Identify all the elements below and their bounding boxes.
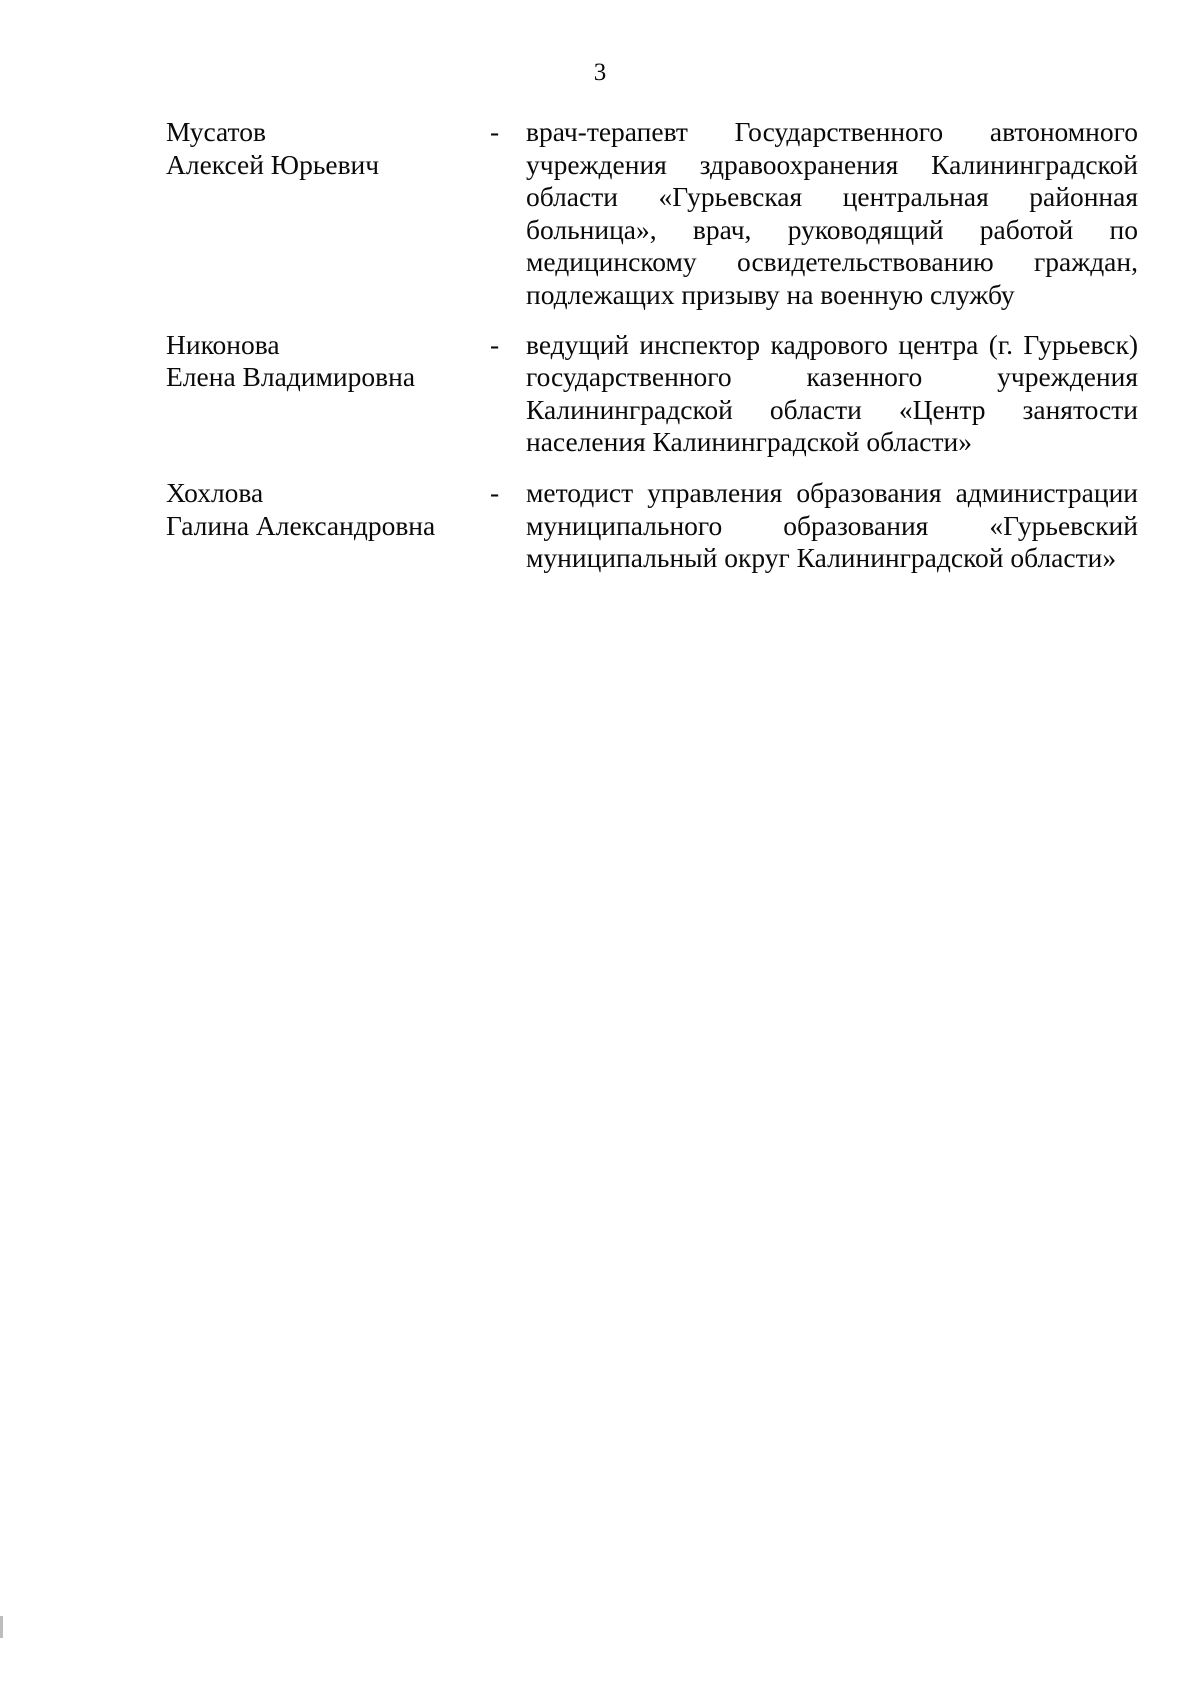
member-entry xyxy=(166,116,1138,312)
scan-edge-mark xyxy=(0,1616,3,1638)
member-name xyxy=(166,116,490,181)
entry-dash: - xyxy=(490,116,500,147)
member-given-names: Галина Александровна xyxy=(166,509,436,541)
member-surname: Никонова xyxy=(166,328,280,360)
member-role: методист управления образования администрации муниципального образования «Гурьевский муниципальный округ Калининградской области» xyxy=(526,476,1138,574)
member-given-names: Елена Владимировна xyxy=(166,361,416,393)
member-name xyxy=(166,329,490,394)
member-given-names: Алексей Юрьевич xyxy=(166,148,380,180)
entry-dash: - xyxy=(490,476,500,508)
member-name xyxy=(166,477,490,542)
entry-dash: - xyxy=(490,328,500,360)
member-surname: Мусатов xyxy=(166,116,266,147)
page-number: 3 xyxy=(593,59,607,86)
member-entry xyxy=(166,329,1138,459)
member-role: ведущий инспектор кадрового центра (г. Гурьевск) государственного казенного учреждения Калининградской области «Центр занятости населения Калининградской области» xyxy=(526,328,1138,458)
member-role: врач-терапевт Государственного автономного учреждения здравоохранения Калининградской области «Гурьевская центральная районная больница», врач, руководящий работой по медицинскому освидетельствованию граждан, подлежащих призыву на военную службу xyxy=(526,116,1138,310)
member-surname: Хохлова xyxy=(166,476,264,508)
member-entry xyxy=(166,477,1138,575)
member-list xyxy=(166,116,1138,592)
